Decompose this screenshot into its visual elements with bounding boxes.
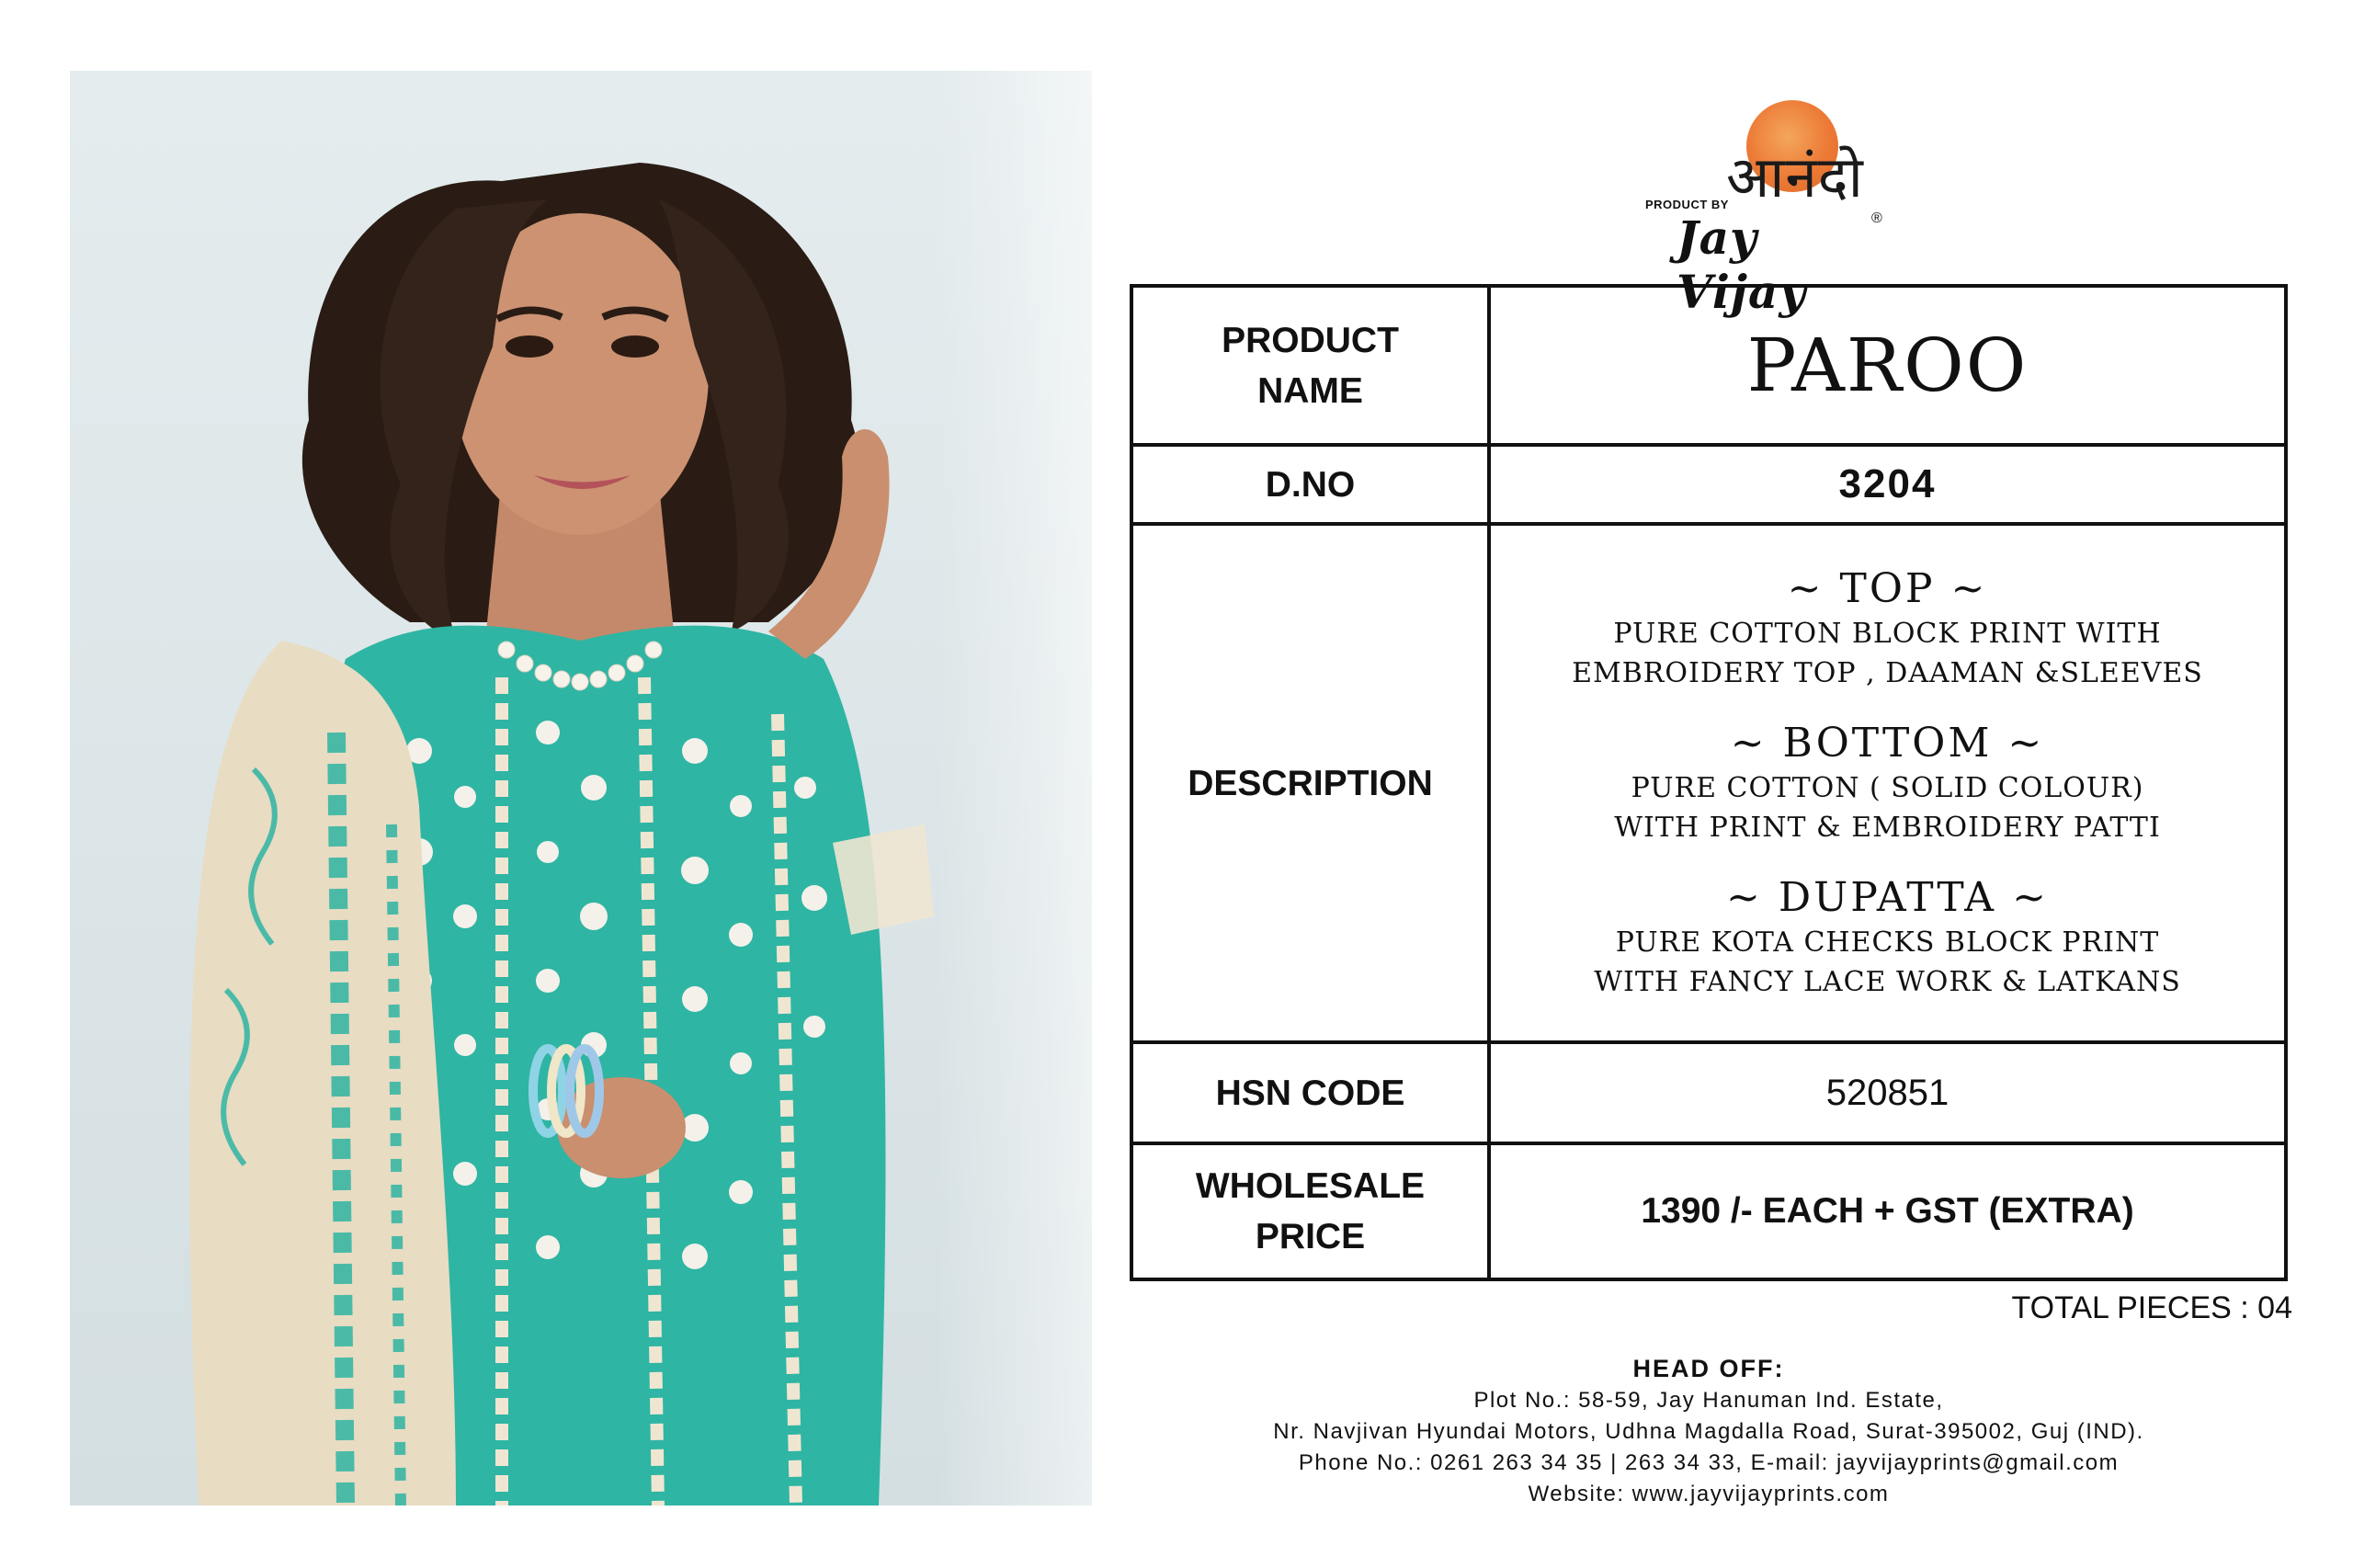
website-line: Website: www.jayvijayprints.com	[1528, 1482, 1890, 1506]
head-office-address	[1130, 1355, 2288, 1510]
dno-label: D.NO	[1131, 445, 1489, 524]
description-label: DESCRIPTION	[1131, 524, 1489, 1042]
dupatta-line-2: WITH FANCY LACE WORK & LATKANS	[1594, 966, 2181, 998]
dno-value: 3204	[1489, 445, 2286, 524]
row-product-name	[1131, 286, 2286, 445]
description-value	[1489, 524, 2286, 1042]
brand-name: Jay Vijay	[1677, 210, 1807, 319]
row-dno	[1131, 445, 2286, 524]
bottom-line-2: WITH PRINT & EMBROIDERY PATTI	[1614, 812, 2161, 844]
price-label-line1: WHOLESALE	[1195, 1166, 1426, 1206]
product-name-value: PAROO	[1489, 286, 2286, 445]
price-label	[1131, 1143, 1489, 1279]
product-name-label-line1: PRODUCT	[1222, 320, 1399, 360]
top-line-2: EMBROIDERY TOP , DAAMAN &SLEEVES	[1572, 657, 2203, 689]
top-line-1: PURE COTTON BLOCK PRINT WITH	[1613, 618, 2162, 650]
head-office-title: HEAD OFF:	[1632, 1355, 1785, 1382]
row-description	[1131, 524, 2286, 1042]
brand-devanagari: आनंदो	[1726, 143, 1864, 210]
address-line-2: Nr. Navjivan Hyundai Motors, Udhna Magdalla Road, Surat-395002, Guj (IND).	[1273, 1419, 2144, 1444]
top-heading: ~ TOP ~	[1787, 565, 1988, 612]
product-by-label: PRODUCT BY	[1645, 198, 1729, 211]
product-spec-table	[1130, 284, 2288, 1281]
dupatta-line-1: PURE KOTA CHECKS BLOCK PRINT	[1615, 926, 2160, 959]
bottom-heading: ~ BOTTOM ~	[1730, 720, 2045, 767]
product-name-label-line2: NAME	[1257, 370, 1363, 411]
description-block	[1491, 564, 2284, 1002]
model-illustration	[70, 71, 1092, 1506]
dupatta-heading: ~ DUPATTA ~	[1726, 874, 2049, 921]
hsn-value: 520851	[1489, 1042, 2286, 1143]
row-price	[1131, 1143, 2286, 1279]
price-label-line2: PRICE	[1255, 1217, 1366, 1256]
brand-logo	[1645, 97, 1903, 319]
sleeve-lace	[833, 824, 934, 935]
right-eye	[611, 335, 659, 358]
registered-mark: ®	[1871, 210, 1882, 226]
bottom-line-1: PURE COTTON ( SOLID COLOUR)	[1631, 772, 2144, 804]
product-name-label	[1131, 286, 1489, 445]
row-hsn	[1131, 1042, 2286, 1143]
price-value: 1390 /- EACH + GST (EXTRA)	[1489, 1143, 2286, 1279]
left-eye	[506, 335, 553, 358]
model-photo	[70, 71, 1092, 1506]
hsn-label: HSN CODE	[1131, 1042, 1489, 1143]
address-line-1: Plot No.: 58-59, Jay Hanuman Ind. Estate,	[1473, 1388, 1944, 1413]
phone-email-line: Phone No.: 0261 263 34 35 | 263 34 33, E-mail: jayvijayprints@gmail.com	[1298, 1450, 2120, 1475]
total-pieces: TOTAL PIECES : 04	[2011, 1290, 2292, 1325]
